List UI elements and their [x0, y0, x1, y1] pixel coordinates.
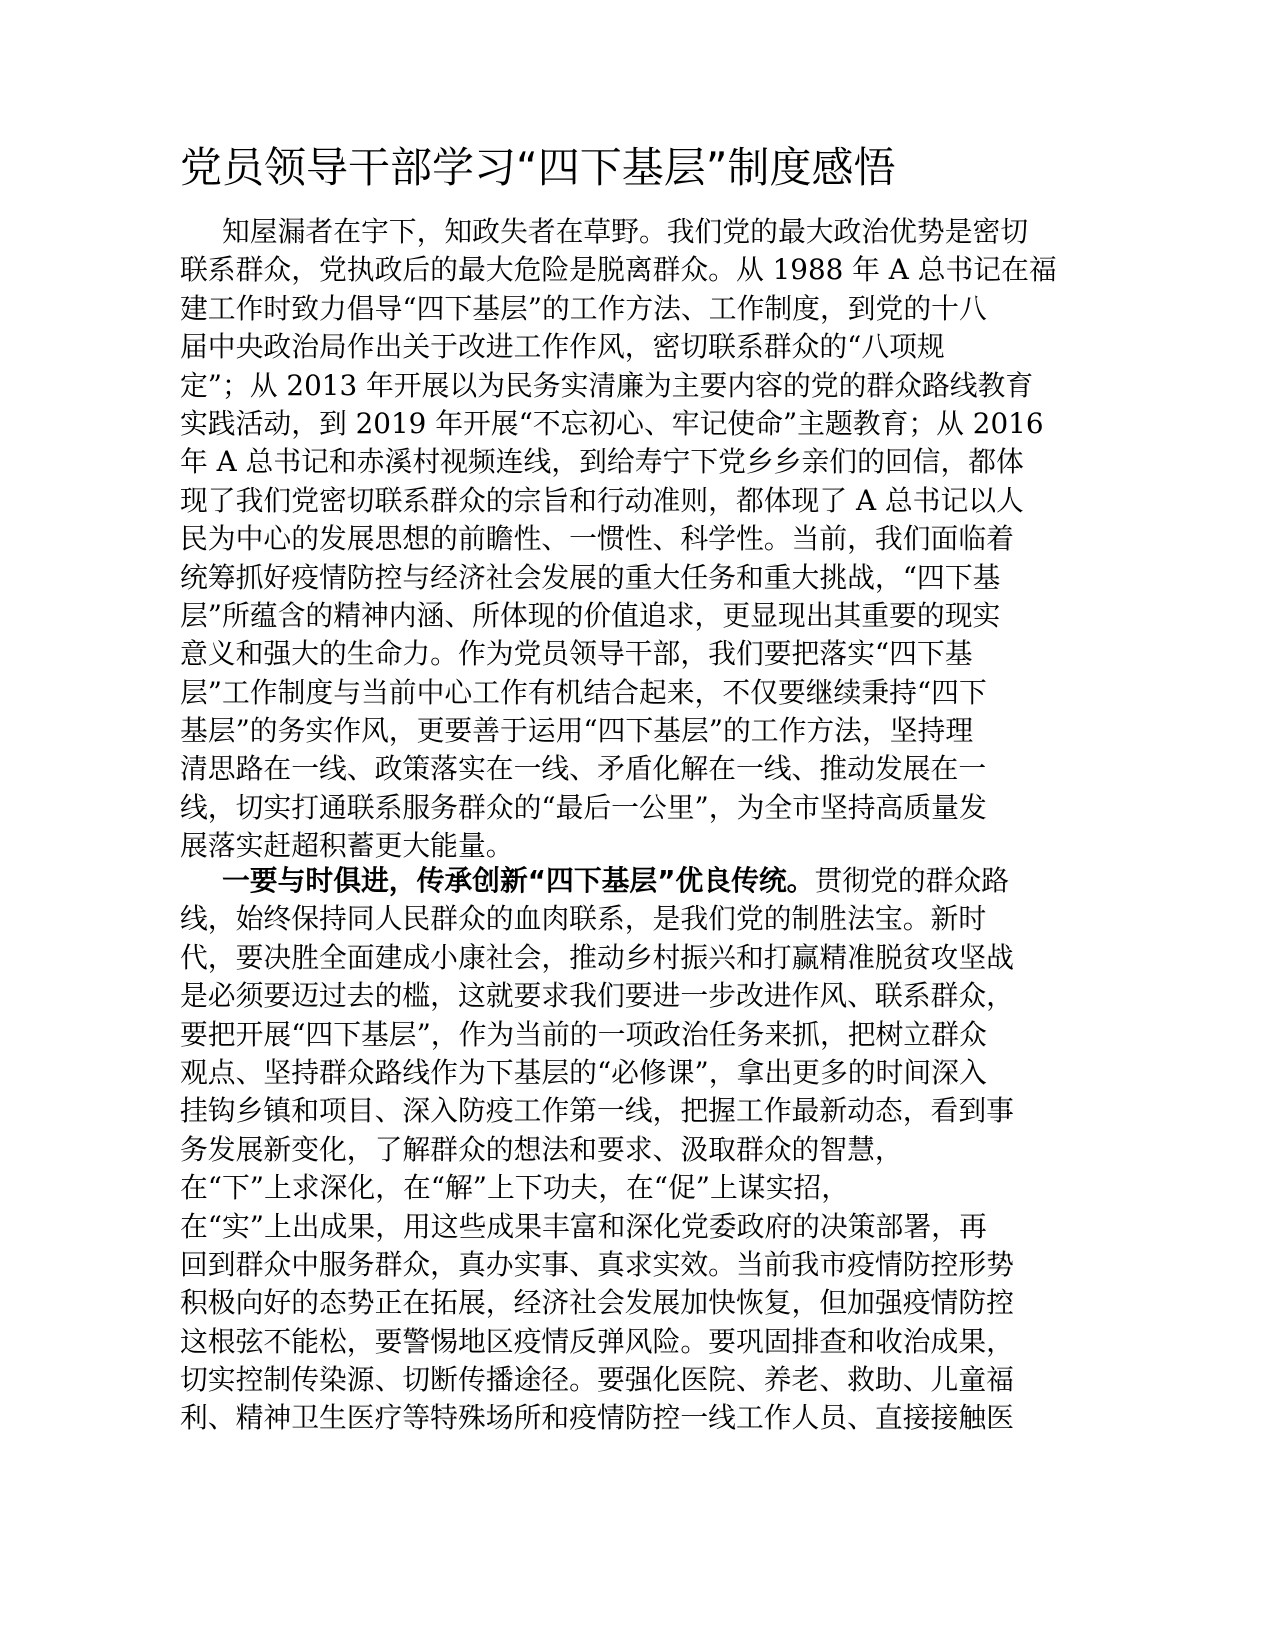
paragraph-line: 联系群众，党执政后的最大危险是脱离群众。从 1988 年 A 总书记在福 [180, 253, 1057, 287]
paragraph-line: 实践活动，到 2019 年开展“不忘初心、牢记使命”主题教育；从 2016 [180, 406, 1044, 440]
paragraph-line: 务发展新变化，了解群众的想法和要求、汲取群众的智慧， [180, 1132, 903, 1166]
paragraph-line: 利、精神卫生医疗等特殊场所和疫情防控一线工作人员、直接接触医 [180, 1401, 1014, 1435]
paragraph-line: 线，始终保持同人民群众的血肉联系，是我们党的制胜法宝。新时 [180, 902, 987, 936]
paragraph-line: 线，切实打通联系服务群众的“最后一公里”，为全市坚持高质量发 [180, 790, 987, 824]
paragraph-intro [180, 213, 1057, 866]
paragraph-line: 代，要决胜全面建成小康社会，推动乡村振兴和打赢精准脱贫攻坚战 [180, 940, 1014, 974]
paragraph-line: 届中央政治局作出关于改进工作作风，密切联系群众的“八项规 [180, 330, 945, 364]
paragraph-line: 知屋漏者在宇下，知政失者在草野。我们党的最大政治优势是密切 [222, 215, 1029, 248]
paragraph-line: 展落实赶超积蓄更大能量。 [180, 829, 514, 863]
paragraph-line: 层”工作制度与当前中心工作有机结合起来，不仅要继续秉持“四下 [180, 675, 987, 709]
paragraph-line: 基层”的务实作风，更要善于运用“四下基层”的工作方法，坚持理 [180, 714, 974, 748]
paragraph-line: 意义和强大的生命力。作为党员领导干部，我们要把落实“四下基 [180, 637, 973, 671]
paragraph-line: 观点、坚持群众路线作为下基层的“必修课”，拿出更多的时间深入 [180, 1055, 987, 1089]
paragraph-point-one [180, 862, 1014, 1438]
bold-lead-sentence: 一要与时俱进，传承创新“四下基层”优良传统。 [222, 864, 815, 897]
paragraph-line: 要把开展“四下基层”，作为当前的一项政治任务来抓，把树立群众 [180, 1017, 987, 1051]
paragraph-line: 建工作时致力倡导“四下基层”的工作方法、工作制度，到党的十八 [180, 291, 987, 325]
paragraph-line: 挂钩乡镇和项目、深入防疫工作第一线，把握工作最新动态，看到事 [180, 1094, 1014, 1128]
paragraph-line: 积极向好的态势正在拓展，经济社会发展加快恢复，但加强疫情防控 [180, 1286, 1014, 1320]
paragraph-line: 清思路在一线、政策落实在一线、矛盾化解在一线、推动发展在一 [180, 752, 987, 786]
paragraph-line: 民为中心的发展思想的前瞻性、一惯性、科学性。当前，我们面临着 [180, 522, 1014, 556]
paragraph-line: 现了我们党密切联系群众的宗旨和行动准则，都体现了 A 总书记以人 [180, 483, 1024, 517]
paragraph-line: 在“下”上求深化，在“解”上下功夫，在“促”上谋实招， [180, 1171, 850, 1205]
paragraph-line: 是必须要迈过去的槛，这就要求我们要进一步改进作风、联系群众， [180, 979, 1014, 1013]
paragraph-line: 回到群众中服务群众，真办实事、真求实效。当前我市疫情防控形势 [180, 1247, 1014, 1281]
first-line-rest: 贯彻党的群众路 [814, 864, 1010, 897]
document-title: 党员领导干部学习“四下基层”制度感悟 [180, 143, 896, 192]
paragraph-line: 这根弦不能松，要警惕地区疫情反弹风险。要巩固排查和收治成果， [180, 1324, 1014, 1358]
paragraph-line: 切实控制传染源、切断传播途径。要强化医院、养老、救助、儿童福 [180, 1363, 1014, 1397]
paragraph-first-line [180, 862, 1014, 900]
paragraph-line: 层”所蕴含的精神内涵、所体现的价值追求，更显现出其重要的现实 [180, 598, 1001, 632]
paragraph-line: 在“实”上出成果，用这些成果丰富和深化党委政府的决策部署，再 [180, 1209, 987, 1243]
paragraph-line: 统筹抓好疫情防控与经济社会发展的重大任务和重大挑战，“四下基 [180, 560, 1001, 594]
paragraph-line: 年 A 总书记和赤溪村视频连线，到给寿宁下党乡乡亲们的回信，都体 [180, 445, 1024, 479]
paragraph-line: 定”；从 2013 年开展以为民务实清廉为主要内容的党的群众路线教育 [180, 368, 1034, 402]
